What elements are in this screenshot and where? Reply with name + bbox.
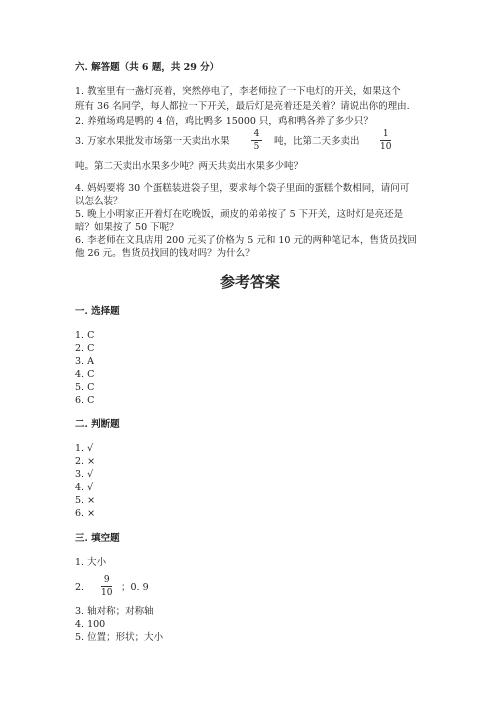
fill-section-heading: 三. 填空题: [75, 533, 120, 544]
fill-answer-4: 4. 100: [75, 619, 106, 630]
fraction-bar: [101, 586, 112, 587]
fill-answer-2-suffix: ；0. 9: [121, 582, 149, 593]
fill-answer-2-prefix: 2.: [75, 582, 85, 593]
question-3-fraction-1: [251, 129, 262, 152]
fraction-numerator: 4: [253, 129, 260, 139]
question-3-part-2: 吨，比第二天多卖出: [274, 136, 360, 147]
fill-answer-5: 5. 位置；形状；大小: [75, 632, 164, 643]
fraction-bar: [380, 140, 391, 141]
fraction-numerator: 1: [382, 129, 389, 139]
question-6-line-2: 他 26 元。售货员找回的钱对吗？为什么？: [75, 248, 255, 259]
question-5-line-1: 5. 晚上小明家正开着灯在吃晚饭，顽皮的弟弟按了 5 下开关，这时灯是亮还是: [75, 209, 404, 220]
section-heading-answer-questions: 六. 解答题（共 6 题，共 29 分）: [75, 62, 220, 73]
fraction-bar: [251, 140, 262, 141]
judge-answer-5: 5. ×: [75, 495, 96, 506]
fill-answer-3: 3. 轴对称；对称轴: [75, 606, 154, 617]
choice-answer-5: 5. C: [75, 382, 95, 393]
fill-answer-2-fraction: [101, 575, 112, 598]
judge-answer-6: 6. ×: [75, 508, 96, 519]
choice-answer-3: 3. A: [75, 356, 94, 367]
answer-key-title: 参考答案: [219, 273, 280, 291]
choice-answer-6: 6. C: [75, 395, 95, 406]
question-1-line-1: 1. 教室里有一盏灯亮着，突然停电了，李老师拉了一下电灯的开关，如果这个: [75, 86, 401, 97]
question-5-line-2: 暗？如果按了 50 下呢？: [75, 222, 179, 233]
question-3-line-2: 吨。第二天卖出水果多少吨？两天共卖出水果多少吨？: [75, 161, 304, 172]
question-6-line-1: 6. 李老师在文具店用 200 元买了价格为 5 元和 10 元的两种笔记本，售货员找回: [75, 235, 417, 246]
judge-answer-2: 2. ×: [75, 456, 96, 467]
fraction-denominator: 10: [101, 588, 113, 598]
question-3-part-1: 3. 万家水果批发市场第一天卖出水果: [75, 136, 230, 147]
question-4-line-1: 4. 妈妈要将 30 个蛋糕装进袋子里，要求每个袋子里面的蛋糕个数相同，请问可: [75, 183, 410, 194]
choice-section-heading: 一. 选择题: [75, 306, 120, 317]
judge-section-heading: 二. 判断题: [75, 419, 120, 430]
choice-answer-4: 4. C: [75, 369, 95, 380]
choice-answer-1: 1. C: [75, 330, 95, 341]
question-4-line-2: 以怎么装？: [75, 196, 123, 207]
question-2: 2. 养殖场鸡是鸭的 4 倍，鸡比鸭多 15000 只，鸡和鸭各养了多少只？: [75, 116, 373, 127]
choice-answer-2: 2. C: [75, 343, 95, 354]
fraction-denominator: 10: [380, 142, 392, 152]
judge-answer-4: 4. √: [75, 482, 94, 493]
fraction-numerator: 9: [103, 575, 110, 585]
judge-answer-1: 1. √: [75, 443, 94, 454]
judge-answer-3: 3. √: [75, 469, 94, 480]
question-1-line-2: 班有 36 名同学，每人都拉一下开关，最后灯是亮着还是关着？请说出你的理由.: [75, 101, 410, 112]
question-3-fraction-2: [380, 129, 391, 152]
fill-answer-1: 1. 大小: [75, 557, 107, 568]
fraction-denominator: 5: [253, 142, 260, 152]
